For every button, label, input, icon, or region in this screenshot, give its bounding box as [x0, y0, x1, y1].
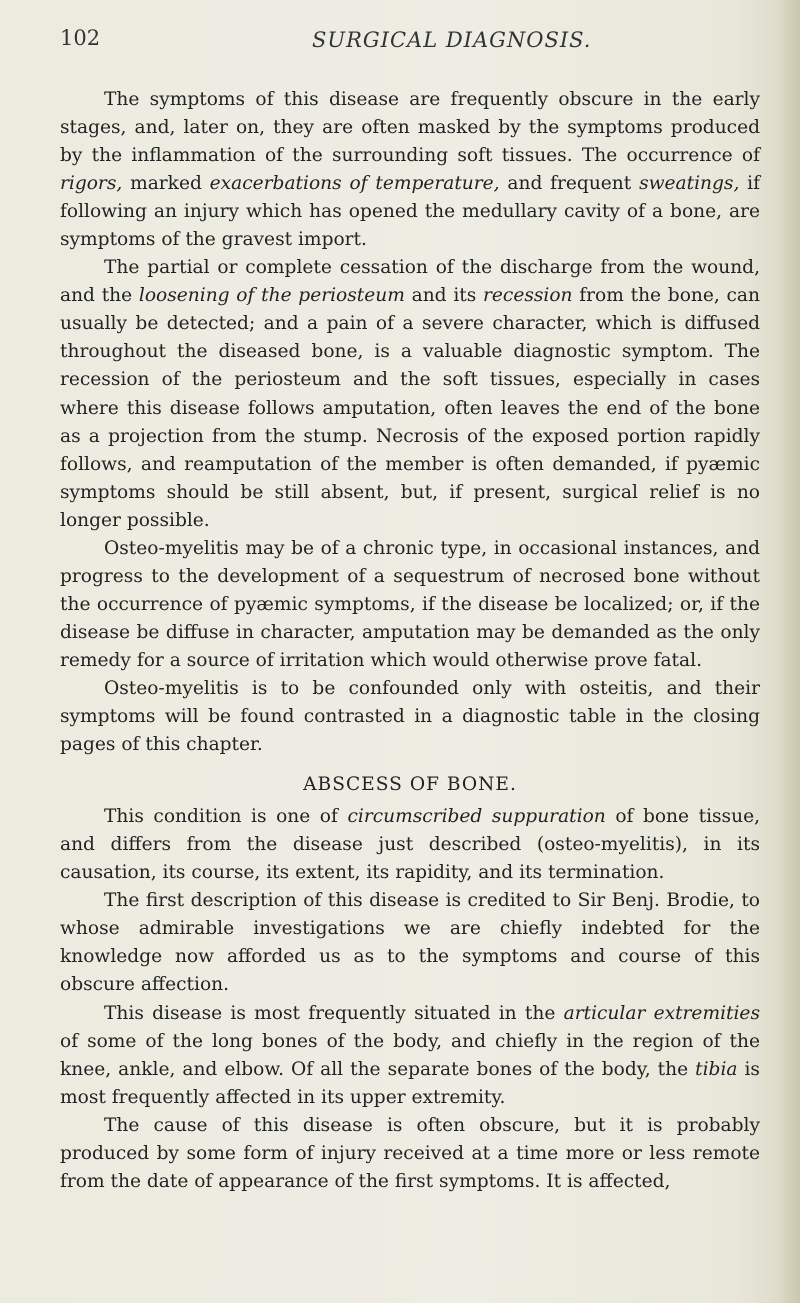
text-run: The first description of this disease is credited to Sir Benj. Brodie, to whose admirable investigations we are chiefly indebted for the knowledge now afforded us as to the symptoms and course of this obscure affection. [60, 890, 760, 996]
italic-phrase: sweatings, [639, 173, 740, 195]
text-run: This disease is most frequently situated in the [104, 1002, 564, 1024]
italic-phrase: exacerbations of temperature, [209, 173, 500, 195]
running-head: SURGICAL DIAGNOSIS. [312, 28, 592, 52]
page-header [60, 26, 760, 66]
text-run: is most frequently affected in its upper extremity. [60, 1058, 760, 1108]
italic-phrase: articular extremities [563, 1002, 760, 1024]
body-text [60, 86, 760, 1196]
paragraph [60, 1112, 760, 1196]
paragraph [60, 803, 760, 887]
text-run: This condition is one of [104, 806, 348, 828]
paragraph [60, 535, 760, 675]
text-run: Osteo-myelitis may be of a chronic type, in occasional instances, and progress to the development of a sequestrum of necrosed bone without the occurrence of pyæmic symptoms, if the disease be localized; or, if the disease be diffuse in character, amputation may be demanded as the only remedy for a source of irritation which would otherwise prove fatal. [60, 537, 760, 671]
paragraph [60, 254, 760, 534]
paragraphs-before-heading [60, 86, 760, 759]
page-edge-shadow [778, 0, 800, 1303]
italic-phrase: rigors, [60, 173, 123, 195]
paragraph [60, 1000, 760, 1112]
text-run: The symptoms of this disease are frequently obscure in the early stages, and, later on, they are often masked by the symptoms produced by the inflammation of the surrounding soft tissues. The occurrence of [60, 89, 760, 167]
text-run: and frequent [499, 173, 640, 195]
italic-phrase: circumscribed suppuration [347, 806, 606, 828]
paragraph [60, 887, 760, 999]
text-run: if following an injury which has opened the medullary cavity of a bone, are symptoms of the gravest import. [60, 173, 760, 251]
paragraph [60, 675, 760, 759]
text-run: Osteo-myelitis is to be confounded only with osteitis, and their symptoms will be found contrasted in a diagnostic table in the closing pages of this chapter. [60, 677, 760, 756]
page-number: 102 [60, 26, 101, 50]
text-run: of bone tissue, and differs from the disease just described (osteo-myelitis), in its causation, its course, its extent, its rapidity, and its termination. [60, 806, 760, 884]
paragraphs-after-heading [60, 803, 760, 1196]
section-heading: ABSCESS OF BONE. [303, 774, 517, 796]
text-run: of some of the long bones of the body, and chiefly in the region of the knee, ankle, and elbow. Of all the separate bones of the body, the [60, 1030, 760, 1080]
text-run: The partial or complete cessation of the discharge from the wound, and the [60, 257, 760, 307]
text-run: marked [122, 173, 210, 195]
text-run: from the bone, can usually be detected; and a pain of a severe character, which is diffused throughout the diseased bone, is a valuable diagnostic symptom. The recession of the periosteum and the soft tissues, especially in cases where this disease follows amputation, often leaves the end of the bone as a projection from the stump. Necrosis of the exposed portion rapidly follows, and reamputation of the member is often demanded, if pyæmic symptoms should be still absent, but, if present, surgical relief is no longer possible. [60, 285, 760, 531]
italic-phrase: recession [483, 285, 573, 307]
paragraph [60, 86, 760, 254]
italic-phrase: loosening of the periosteum [138, 285, 405, 307]
text-run: and its [404, 285, 484, 307]
italic-phrase: tibia [695, 1058, 738, 1080]
text-run: The cause of this disease is often obscure, but it is probably produced by some form of injury received at a time more or less remote from the date of appearance of the first symptoms. It is affected, [60, 1114, 760, 1192]
